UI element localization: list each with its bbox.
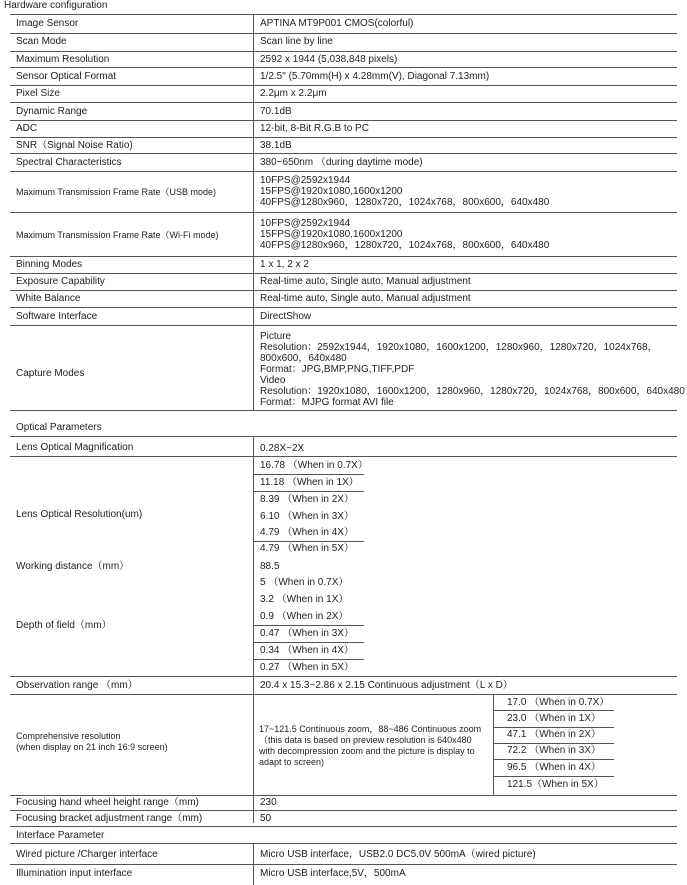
row-line [10, 290, 677, 291]
comprehensive-description: 17~121.5 Continuous zoom，88~486 Continuous zoom（this data is based on preview resolution is 640x480 with decompression zoom and the picture is display to adapt to screen) [259, 724, 482, 767]
row-label-white-balance: White Balance [16, 293, 81, 304]
row-value-dynamic-range: 70.1dB [260, 106, 292, 117]
row-value-software: DirectShow [260, 311, 312, 322]
row-value-white-balance: Real-time auto, Single auto, Manual adjustment [260, 293, 471, 304]
row-value-usb-rate-3: 40FPS@1280x960，1280x720，1024x768，800x600，640x480 [260, 197, 550, 208]
row-label-usb-rate: Maximum Transmission Frame Rate（USB mode) [16, 187, 217, 197]
row-line [10, 843, 677, 844]
row-value-image-sensor: APTINA MT9P001 CMOS(colorful) [260, 18, 414, 29]
optical-resolution-4: 6.10 （When in 3X） [260, 511, 354, 522]
depth-of-field-5: 0.34 （When in 4X） [260, 645, 354, 656]
row-label-optical-format: Sensor Optical Format [16, 71, 117, 82]
row-label-comprehensive-2: (when display on 21 inch 16:9 screen) [16, 742, 168, 752]
row-value-binning: 1 x 1, 2 x 2 [260, 259, 309, 270]
sub-row-line [494, 759, 614, 760]
row-value-usb-rate-2: 15FPS@1920x1080,1600x1200 [260, 186, 403, 197]
row-label-observation: Observation range （mm） [16, 680, 138, 691]
optical-resolution-6: 4.79 （When in 5X） [260, 543, 354, 554]
row-label-exposure: Exposure Capability [16, 276, 105, 287]
row-line [10, 153, 677, 154]
row-label-working-distance: Working distance（mm） [16, 561, 130, 572]
row-label-pixel-size: Pixel Size [16, 88, 60, 99]
optical-resolution-3: 8.39 （When in 2X） [260, 494, 354, 505]
row-label-illumination: Illumination input interface [16, 868, 133, 879]
row-label-magnification: Lens Optical Magnification [16, 442, 134, 453]
row-value-adc: 12-bit, 8-Bit R.G.B to PC [260, 123, 369, 134]
row-value-snr: 38.1dB [260, 140, 292, 151]
row-label-binning: Binning Modes [16, 259, 83, 270]
row-line [10, 694, 677, 695]
section-optical-title: Optical Parameters [16, 422, 102, 433]
sub-row-line [494, 727, 614, 728]
optical-resolution-2: 11.18 （When in 1X） [260, 477, 359, 488]
sub-row-line [494, 743, 614, 744]
row-label-scan-mode: Scan Mode [16, 36, 67, 47]
comprehensive-4: 72.2 （When in 3X） [507, 745, 601, 756]
capture-line-4: Format：JPG,BMP,PNG,TIFF,PDF [260, 364, 415, 375]
row-line [10, 102, 677, 103]
row-value-max-resolution: 2592 x 1944 (5,038,848 pixels) [260, 54, 398, 65]
row-line [10, 795, 677, 796]
row-line [10, 33, 677, 34]
row-line [10, 826, 677, 827]
row-value-wifi-rate-3: 40FPS@1280x960，1280x720，1024x768，800x600，640x480 [260, 240, 550, 251]
row-value-exposure: Real-time auto, Single auto, Manual adjustment [260, 276, 471, 287]
optical-resolution-1: 16.78 （When in 0.7X） [260, 460, 368, 471]
depth-of-field-6: 0.27 （When in 5X） [260, 662, 354, 673]
row-label-software: Software Interface [16, 311, 98, 322]
row-value-focus-wheel: 230 [260, 797, 277, 808]
row-line [10, 256, 677, 257]
row-value-magnification: 0.28X~2X [260, 443, 305, 454]
depth-of-field-4: 0.47 （When in 3X） [260, 628, 354, 639]
row-value-wifi-rate-1: 10FPS@2592x1944 [260, 218, 351, 229]
row-label-wired: Wired picture /Charger interface [16, 849, 158, 860]
row-value-focus-bracket: 50 [260, 813, 272, 824]
comprehensive-6: 121.5（When in 5X） [507, 779, 604, 790]
sub-row-line [254, 474, 364, 475]
comprehensive-5: 96.5 （When in 4X） [507, 762, 601, 773]
row-value-wifi-rate-2: 15FPS@1920x1080,1600x1200 [260, 229, 403, 240]
row-label-dynamic-range: Dynamic Range [16, 106, 88, 117]
comprehensive-2: 23.0 （When in 1X） [507, 713, 601, 724]
row-line [10, 676, 677, 677]
row-line [10, 864, 677, 865]
capture-line-5: Video [260, 375, 286, 386]
row-line [10, 436, 677, 437]
row-line [10, 85, 677, 86]
row-label-depth-of-field: Depth of field（mm） [16, 620, 112, 631]
row-label-max-resolution: Maximum Resolution [16, 54, 110, 65]
row-value-illumination: Micro USB interface,5V，500mA [260, 868, 406, 879]
depth-of-field-2: 3.2 （When in 1X） [260, 594, 349, 605]
row-value-scan-mode: Scan line by line [260, 36, 333, 47]
column-divider [253, 677, 254, 823]
optical-resolution-5: 4.79 （When in 4X） [260, 527, 354, 538]
comprehensive-3: 47.1 （When in 2X） [507, 729, 601, 740]
row-value-spectral: 380~650nm （during daytime mode) [260, 157, 423, 168]
row-label-wifi-rate: Maximum Transmission Frame Rate（Wi-Fi mode) [16, 230, 219, 240]
row-line [10, 325, 677, 326]
row-value-pixel-size: 2.2μm x 2.2μm [260, 88, 327, 99]
row-label-comprehensive-1: Comprehensive resolution [16, 731, 121, 741]
row-value-working-distance: 88.5 [260, 561, 280, 572]
row-line [10, 51, 677, 52]
column-divider [253, 437, 254, 677]
sub-row-line [254, 491, 364, 492]
capture-line-7: Format：MJPG format AVI file [260, 397, 394, 408]
sub-row-line [494, 776, 614, 777]
section-hardware-title: Hardware configuration [4, 0, 108, 11]
sub-row-line [254, 625, 364, 626]
capture-line-2: Resolution：2592x1944，1920x1080，1600x1200，1280x960，1280x720，1024x768， [260, 342, 658, 353]
sub-row-line [494, 710, 614, 711]
row-value-usb-rate-1: 10FPS@2592x1944 [260, 175, 351, 186]
row-line [10, 67, 677, 68]
row-value-wired: Micro USB interface，USB2.0 DC5.0V 500mA（wired picture) [260, 849, 536, 860]
comprehensive-1: 17.0 （When in 0.7X） [507, 697, 610, 708]
row-label-focus-wheel: Focusing hand wheel height range（mm) [16, 797, 199, 808]
row-line [10, 212, 677, 213]
capture-line-1: Picture [260, 331, 292, 342]
row-value-optical-format: 1/2.5" (5.70mm(H) x 4.28mm(V), Diagonal 7.13mm) [260, 71, 490, 82]
row-value-observation: 20.4 x 15.3~2.86 x 2.15 Continuous adjustment（L x D） [260, 680, 513, 691]
row-line [10, 171, 677, 172]
row-label-capture: Capture Modes [16, 368, 85, 379]
row-line [10, 307, 677, 308]
row-label-adc: ADC [16, 123, 38, 134]
row-line [10, 456, 677, 457]
row-line [10, 14, 677, 15]
sub-row-line [254, 541, 364, 542]
sub-row-line [254, 642, 364, 643]
row-line [10, 810, 677, 811]
row-label-spectral: Spectral Characteristics [16, 157, 122, 168]
row-label-image-sensor: Image Sensor [16, 18, 79, 29]
capture-line-3: 800x600，640x480 [260, 353, 347, 364]
row-label-focus-bracket: Focusing bracket adjustment range（mm) [16, 813, 203, 824]
depth-of-field-1: 5 （When in 0.7X） [260, 577, 349, 588]
section-interface-title: Interface Parameter [16, 830, 105, 841]
row-label-optical-resolution: Lens Optical Resolution(um) [16, 509, 143, 520]
capture-line-6: Resolution：1920x1080，1600x1200，1280x960，1280x720，1024x768，800x600，640x480 [260, 386, 685, 397]
row-line [10, 137, 677, 138]
depth-of-field-3: 0.9 （When in 2X） [260, 611, 349, 622]
row-line [10, 273, 677, 274]
row-line [10, 120, 677, 121]
row-label-snr: SNR（Signal Noise Ratio) [16, 140, 133, 151]
row-line [10, 410, 677, 411]
sub-row-line [254, 659, 364, 660]
